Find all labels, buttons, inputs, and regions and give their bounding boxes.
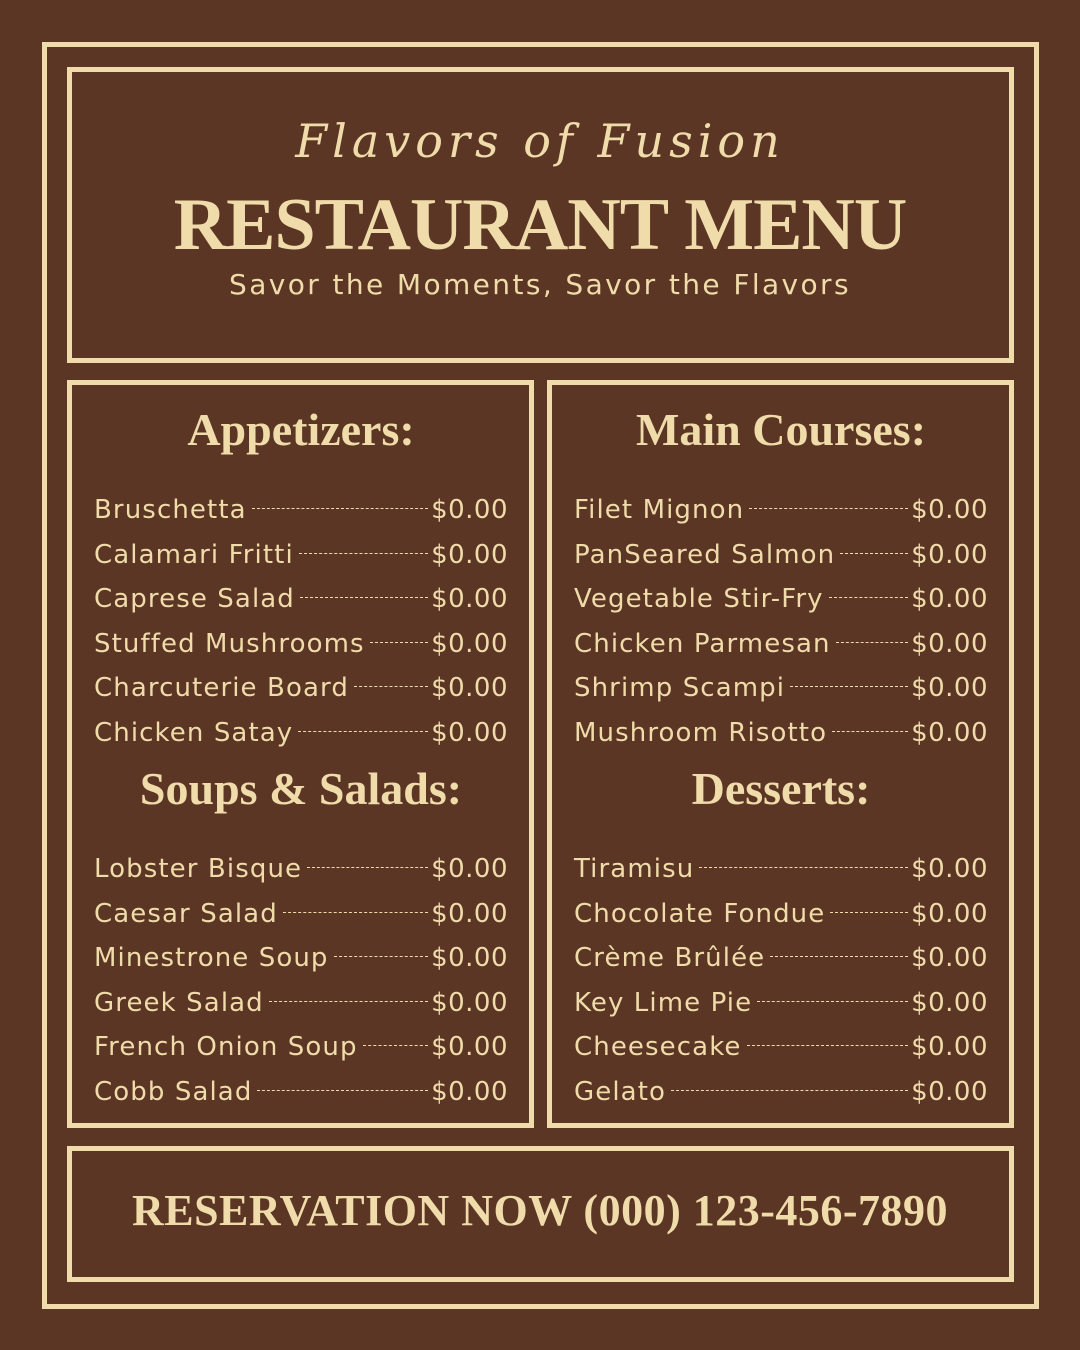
item-name: Charcuterie Board bbox=[94, 673, 349, 703]
dotted-leader bbox=[770, 956, 908, 957]
dotted-leader bbox=[300, 597, 428, 598]
item-name: Lobster Bisque bbox=[94, 854, 303, 884]
menu-item bbox=[574, 854, 988, 899]
item-name: Key Lime Pie bbox=[574, 987, 753, 1018]
dotted-leader bbox=[252, 508, 428, 509]
dotted-leader bbox=[836, 642, 908, 643]
item-name: Caesar Salad bbox=[94, 898, 278, 929]
item-name: Calamari Fritti bbox=[94, 539, 294, 570]
item-name: French Onion Soup bbox=[94, 1032, 358, 1062]
dotted-leader bbox=[671, 1090, 908, 1091]
item-price: $0.00 bbox=[431, 495, 508, 525]
item-price: $0.00 bbox=[431, 898, 508, 929]
section-desserts bbox=[574, 763, 988, 1121]
menu-item bbox=[94, 1032, 508, 1077]
section-heading: Soups & Salads: bbox=[139, 763, 463, 814]
dotted-leader bbox=[257, 1090, 428, 1091]
dotted-leader bbox=[757, 1001, 908, 1002]
item-price: $0.00 bbox=[911, 495, 988, 525]
section-appetizers bbox=[94, 404, 508, 762]
menu-item bbox=[574, 988, 988, 1033]
dotted-leader bbox=[830, 912, 908, 913]
menu-item bbox=[574, 899, 988, 944]
dotted-leader bbox=[699, 867, 908, 868]
menu-item bbox=[574, 718, 988, 763]
dotted-leader bbox=[298, 731, 428, 732]
dotted-leader bbox=[299, 553, 428, 554]
item-price: $0.00 bbox=[431, 1032, 508, 1062]
item-price: $0.00 bbox=[911, 628, 988, 659]
item-name: Bruschetta bbox=[94, 495, 247, 525]
menu-item bbox=[94, 899, 508, 944]
dotted-leader bbox=[832, 731, 908, 732]
dotted-leader bbox=[747, 1045, 909, 1046]
item-price: $0.00 bbox=[431, 584, 508, 614]
item-name: Tiramisu bbox=[574, 854, 695, 884]
item-name: Chicken Parmesan bbox=[574, 628, 831, 659]
item-name: Chicken Satay bbox=[94, 717, 294, 748]
menu-item bbox=[574, 629, 988, 674]
menu-item bbox=[94, 854, 508, 899]
item-name: Cheesecake bbox=[574, 1032, 742, 1062]
menu-item bbox=[94, 540, 508, 585]
item-price: $0.00 bbox=[431, 943, 508, 973]
menu-item bbox=[94, 495, 508, 540]
dotted-leader bbox=[749, 508, 908, 509]
item-name: Minestrone Soup bbox=[94, 943, 329, 973]
item-name: Caprese Salad bbox=[94, 584, 295, 614]
section-heading: Desserts: bbox=[691, 763, 871, 814]
item-name: Mushroom Risotto bbox=[574, 717, 828, 748]
dotted-leader bbox=[370, 642, 428, 643]
dotted-leader bbox=[363, 1045, 428, 1046]
item-name: Crème Brûlée bbox=[574, 943, 766, 973]
menu-item bbox=[94, 943, 508, 988]
item-name: Stuffed Mushrooms bbox=[94, 628, 365, 659]
item-price: $0.00 bbox=[911, 673, 988, 703]
item-price: $0.00 bbox=[431, 628, 508, 659]
item-name: Greek Salad bbox=[94, 987, 264, 1018]
item-name: Cobb Salad bbox=[94, 1076, 253, 1107]
item-price: $0.00 bbox=[911, 943, 988, 973]
section-heading: Appetizers: bbox=[187, 404, 415, 455]
item-price: $0.00 bbox=[911, 854, 988, 884]
dotted-leader bbox=[283, 912, 428, 913]
menu-item bbox=[574, 1077, 988, 1122]
dotted-leader bbox=[354, 686, 428, 687]
item-price: $0.00 bbox=[431, 673, 508, 703]
item-name: Gelato bbox=[574, 1076, 667, 1107]
item-price: $0.00 bbox=[911, 1076, 988, 1107]
menu-item bbox=[94, 1077, 508, 1122]
item-price: $0.00 bbox=[911, 1032, 988, 1062]
tagline: Savor the Moments, Savor the Flavors bbox=[229, 268, 851, 301]
item-price: $0.00 bbox=[911, 584, 988, 614]
dotted-leader bbox=[829, 597, 908, 598]
dotted-leader bbox=[269, 1001, 428, 1002]
item-name: Chocolate Fondue bbox=[574, 898, 826, 929]
menu-item bbox=[94, 629, 508, 674]
menu-item bbox=[94, 718, 508, 763]
item-price: $0.00 bbox=[911, 539, 988, 570]
menu-item bbox=[574, 495, 988, 540]
item-price: $0.00 bbox=[431, 717, 508, 748]
restaurant-name: Flavors of Fusion bbox=[295, 114, 785, 168]
menu-item bbox=[94, 673, 508, 718]
reservation-phone: RESERVATION NOW (000) 123-456-7890 bbox=[131, 1186, 949, 1235]
item-price: $0.00 bbox=[911, 717, 988, 748]
item-price: $0.00 bbox=[911, 987, 988, 1018]
item-price: $0.00 bbox=[431, 987, 508, 1018]
dotted-leader bbox=[307, 867, 428, 868]
dotted-leader bbox=[334, 956, 429, 957]
menu-item bbox=[94, 584, 508, 629]
menu-item bbox=[574, 540, 988, 585]
item-price: $0.00 bbox=[911, 898, 988, 929]
page-title: RESTAURANT MENU bbox=[173, 184, 907, 266]
dotted-leader bbox=[790, 686, 908, 687]
menu-item bbox=[574, 1032, 988, 1077]
menu-item bbox=[94, 988, 508, 1033]
menu-item bbox=[574, 584, 988, 629]
menu-item bbox=[574, 673, 988, 718]
item-name: Filet Mignon bbox=[574, 495, 745, 525]
section-soups-salads bbox=[94, 763, 508, 1121]
item-price: $0.00 bbox=[431, 854, 508, 884]
section-heading: Main Courses: bbox=[635, 404, 927, 455]
item-name: Vegetable Stir-Fry bbox=[574, 584, 824, 614]
item-name: Shrimp Scampi bbox=[574, 673, 786, 703]
item-price: $0.00 bbox=[431, 539, 508, 570]
item-price: $0.00 bbox=[431, 1076, 508, 1107]
section-main-courses bbox=[574, 404, 988, 762]
menu-item bbox=[574, 943, 988, 988]
item-name: PanSeared Salmon bbox=[574, 539, 836, 570]
dotted-leader bbox=[840, 553, 908, 554]
